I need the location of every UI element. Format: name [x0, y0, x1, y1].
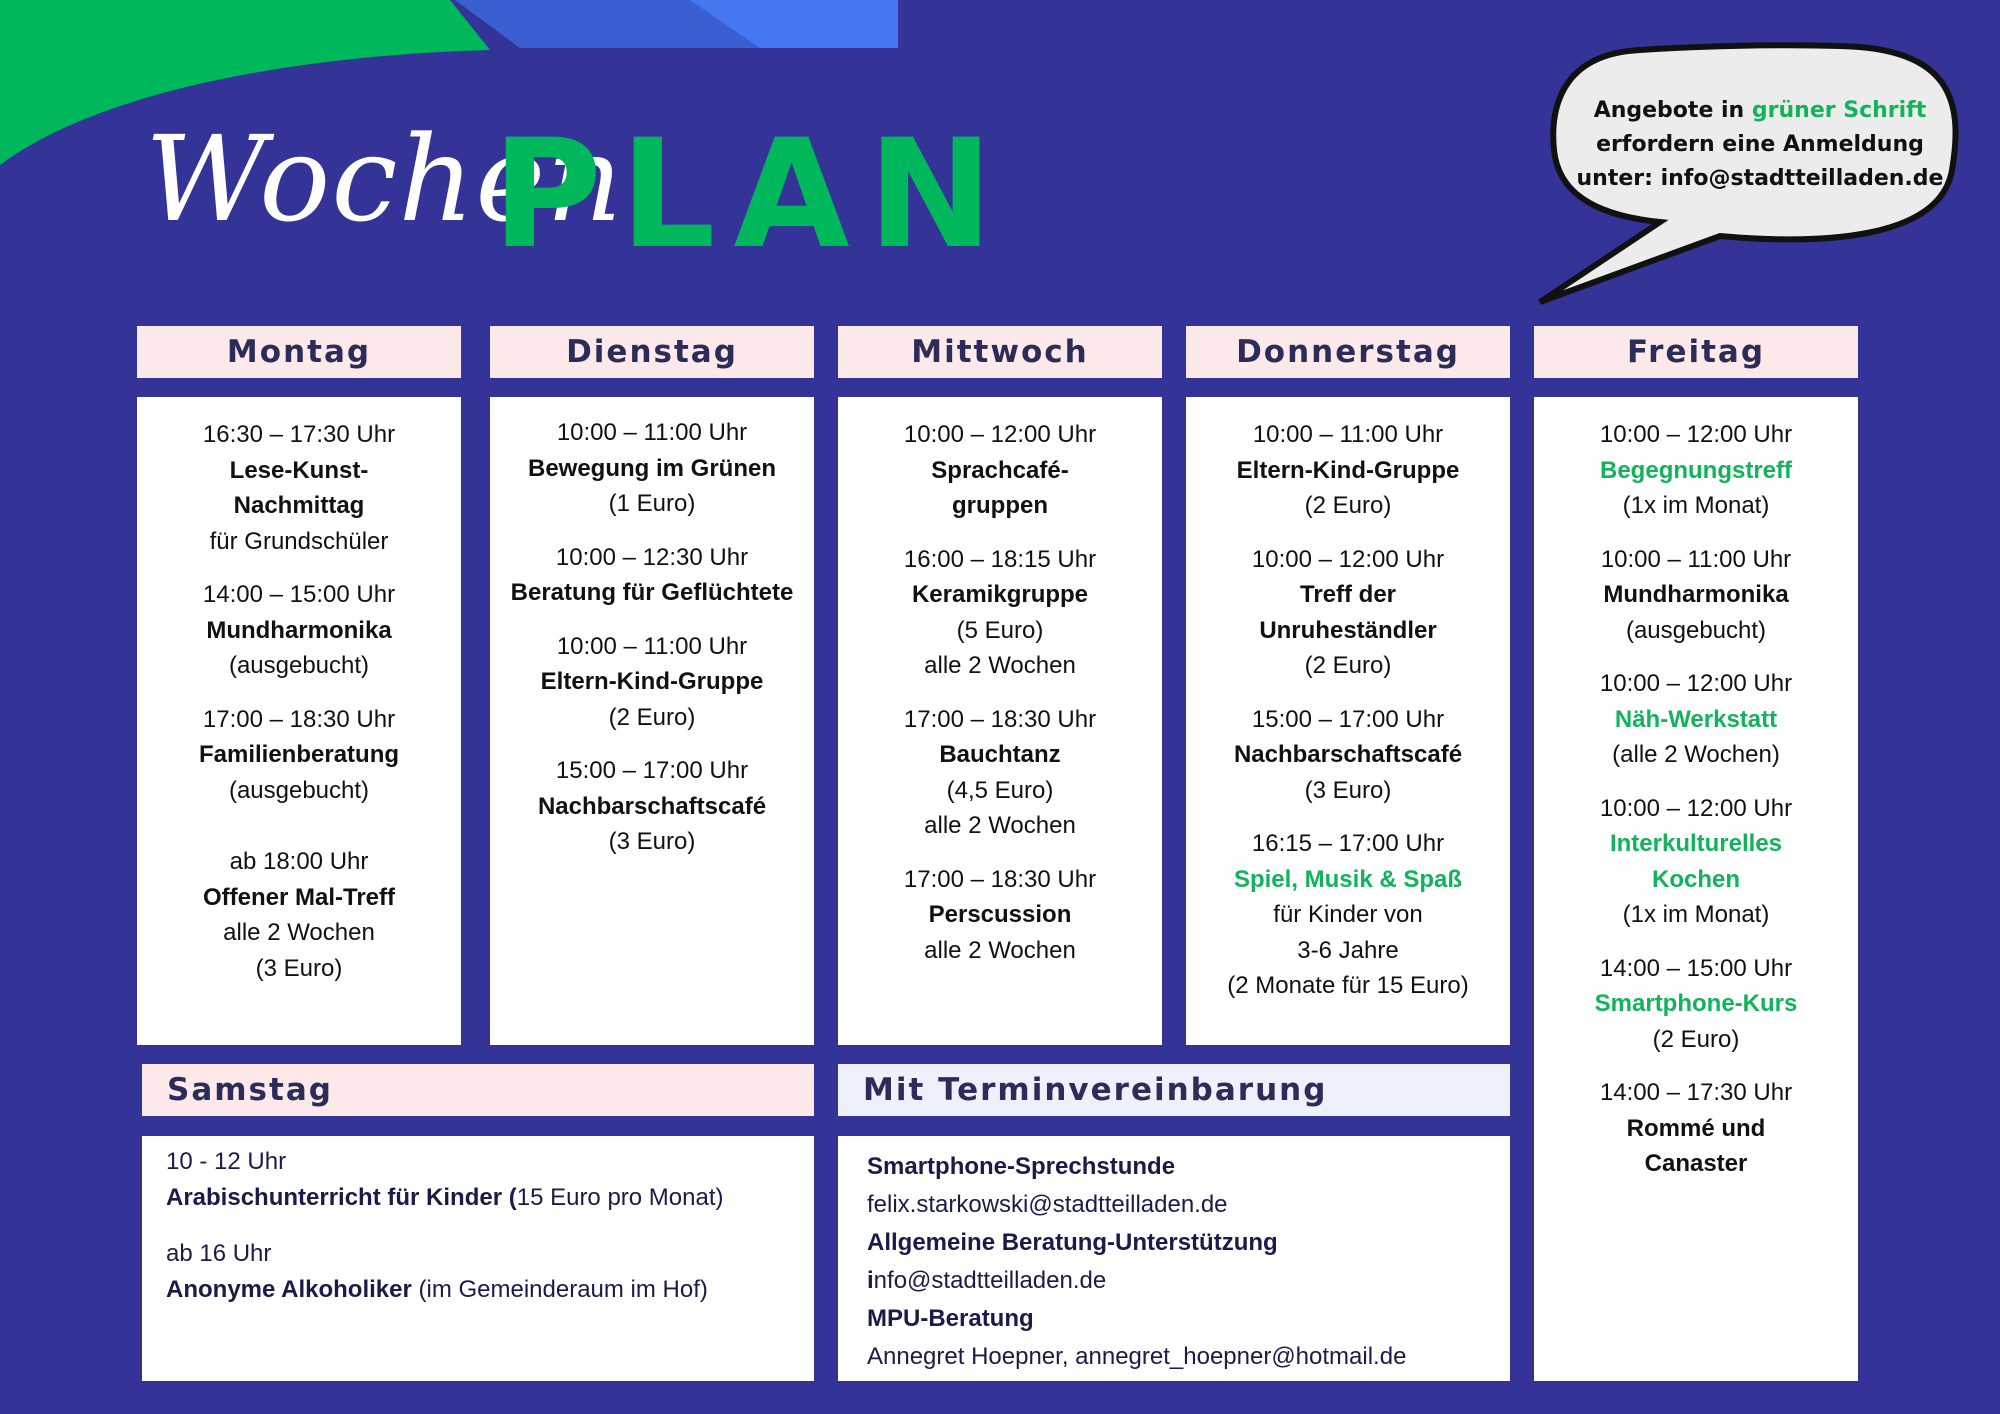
event: 15:00 – 17:00 Uhr Nachbarschaftscafé (3 Euro): [537, 757, 767, 855]
day-box-dienstag: [490, 397, 814, 1045]
day-box-mittwoch: [838, 397, 1162, 1045]
event: 10:00 – 11:00 Uhr Eltern-Kind-Gruppe (2 Euro): [1236, 421, 1460, 519]
day-header-donnerstag: Donnerstag: [1186, 326, 1510, 378]
day-header-freitag: Freitag: [1534, 326, 1858, 378]
appointment-header: Mit Terminvereinbarung: [838, 1064, 1510, 1116]
event: 10:00 – 12:00 Uhr Begegnungstreff (1x im Monat): [1599, 421, 1793, 519]
event: 10 - 12 Uhr Arabischunterricht für Kinder (15 Euro pro Monat): [166, 1148, 724, 1211]
event: 14:00 – 15:00 Uhr Mundharmonika (ausgebucht): [202, 581, 396, 679]
event: 10:00 – 12:00 Uhr Sprachcafé- gruppen: [903, 421, 1097, 519]
event: 14:00 – 15:00 Uhr Smartphone-Kurs (2 Euro): [1594, 954, 1798, 1053]
event: 17:00 – 18:30 Uhr Bauchtanz (4,5 Euro) alle 2 Wochen: [903, 705, 1097, 839]
day-box-donnerstag: [1186, 397, 1510, 1045]
event: 10:00 – 12:00 Uhr Näh-Werkstatt (alle 2 Wochen): [1599, 670, 1793, 768]
event: 17:00 – 18:30 Uhr Perscussion alle 2 Wochen: [903, 865, 1097, 964]
contact-email[interactable]: info@stadtteilladen.de: [867, 1267, 1107, 1294]
appointment-box: [838, 1136, 1510, 1381]
contact-email[interactable]: felix.starkowski@stadtteilladen.de: [867, 1191, 1228, 1218]
event: ab 16 Uhr Anonyme Alkoholiker (im Gemeinderaum im Hof): [166, 1240, 708, 1303]
event: 14:00 – 17:30 Uhr Rommé und Canaster: [1599, 1079, 1793, 1177]
event: 16:15 – 17:00 Uhr Spiel, Musik & Spaß für Kinder von 3-6 Jahre (2 Monate für 15 Euro): [1227, 830, 1469, 999]
day-box-samstag: [142, 1136, 814, 1381]
day-header-dienstag: Dienstag: [490, 326, 814, 378]
day-header-montag: Montag: [137, 326, 461, 378]
day-header-samstag: Samstag: [142, 1064, 814, 1116]
event: 10:00 – 12:30 Uhr Beratung für Geflüchtete: [510, 543, 794, 606]
contact-email[interactable]: Annegret Hoepner, annegret_hoepner@hotmail.de: [867, 1343, 1407, 1370]
day-header-mittwoch: Mittwoch: [838, 326, 1162, 378]
title-plan: PLAN: [492, 108, 1012, 282]
appointment-item: Allgemeine Beratung-Unterstützung info@stadtteilladen.de: [867, 1224, 1510, 1300]
event: 10:00 – 11:00 Uhr Eltern-Kind-Gruppe (2 Euro): [540, 632, 764, 731]
event: 10:00 – 12:00 Uhr Treff der Unruheständler (2 Euro): [1251, 545, 1445, 679]
event: 10:00 – 11:00 Uhr Bewegung im Grünen (1 Euro): [527, 419, 776, 517]
day-box-freitag: [1534, 397, 1858, 1381]
day-box-montag: [137, 397, 461, 1045]
event: 16:30 – 17:30 Uhr Lese-Kunst- Nachmittag für Grundschüler: [202, 421, 396, 555]
appointment-item: MPU-Beratung Annegret Hoepner, annegret_hoepner@hotmail.de: [867, 1300, 1510, 1376]
event: 10:00 – 12:00 Uhr Interkulturelles Kochen (1x im Monat): [1599, 794, 1793, 928]
title-script: Wochen: [145, 110, 624, 248]
event: 15:00 – 17:00 Uhr Nachbarschaftscafé (3 Euro): [1233, 705, 1463, 804]
appointment-item: Smartphone-Sprechstunde felix.starkowski@stadtteilladen.de: [867, 1148, 1510, 1224]
event: 10:00 – 11:00 Uhr Mundharmonika (ausgebucht): [1600, 545, 1792, 644]
registration-notice: Angebote in grüner Schrift erfordern eine Anmeldung unter: info@stadtteilladen.de: [1576, 98, 1944, 191]
event: 17:00 – 18:30 Uhr Familienberatung (ausgebucht): [198, 705, 400, 804]
event: ab 18:00 Uhr Offener Mal-Treff alle 2 Wochen (3 Euro): [202, 848, 396, 982]
event: 16:00 – 18:15 Uhr Keramikgruppe (5 Euro) alle 2 Wochen: [903, 545, 1097, 679]
